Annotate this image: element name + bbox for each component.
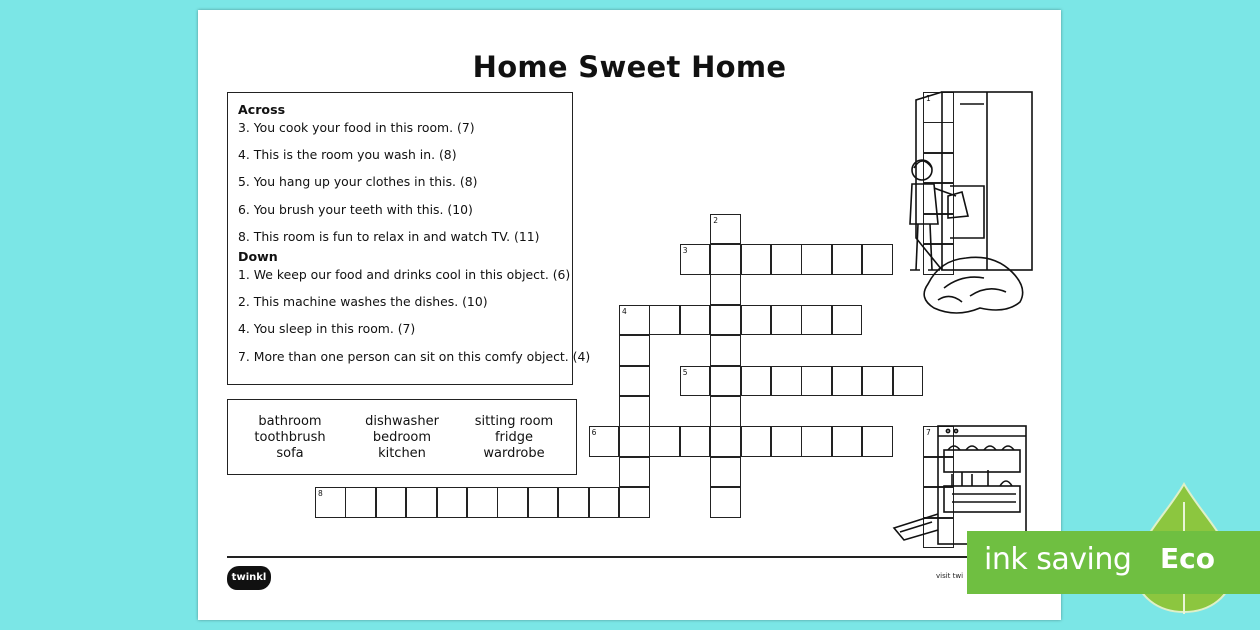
crossword-cell[interactable] — [619, 305, 650, 336]
word-bank-item: fridge — [494, 429, 534, 445]
crossword-cell[interactable] — [376, 487, 407, 518]
down-heading: Down — [238, 248, 278, 264]
crossword-cell[interactable] — [710, 305, 741, 336]
crossword-cell[interactable] — [862, 366, 893, 397]
across-heading: Across — [238, 102, 286, 117]
across-clue: 6. You brush your teeth with this. (10) — [238, 201, 473, 217]
crossword-cell[interactable] — [832, 366, 863, 397]
across-clue: 8. This room is fun to relax in and watch TV. (11) — [238, 228, 540, 244]
crossword-cell[interactable] — [619, 366, 650, 397]
crossword-cell[interactable] — [528, 487, 559, 518]
crossword-cell[interactable] — [801, 305, 832, 336]
clue-number: 2 — [713, 215, 718, 225]
footer-divider — [227, 556, 1032, 558]
crossword-cell[interactable] — [497, 487, 528, 518]
page-title: Home Sweet Home — [472, 50, 787, 84]
across-clue: 3. You cook your food in this room. (7) — [238, 120, 475, 135]
crossword-cell[interactable] — [710, 244, 741, 275]
eco-label: Eco — [1160, 542, 1215, 575]
clue-number: 7 — [926, 428, 931, 438]
crossword-cell[interactable] — [467, 487, 498, 518]
crossword-cell[interactable] — [589, 487, 620, 518]
ink-saving-label: ink saving — [984, 542, 1132, 577]
crossword-cell[interactable] — [315, 487, 346, 518]
crossword-cell[interactable] — [862, 426, 893, 457]
clue-number: 3 — [682, 246, 688, 255]
crossword-cell[interactable] — [862, 244, 893, 275]
crossword-cell[interactable] — [619, 426, 650, 457]
down-clue: 7. More than one person can sit on this comfy object. (4) — [238, 348, 591, 364]
crossword-cell[interactable] — [406, 487, 437, 518]
crossword-cell[interactable] — [710, 396, 741, 427]
word-bank-item: kitchen — [378, 445, 426, 461]
crossword-cell[interactable] — [619, 335, 650, 366]
crossword-cell[interactable] — [741, 244, 772, 275]
crossword-cell[interactable] — [437, 487, 468, 518]
clue-number: 8 — [318, 489, 323, 499]
crossword-cell[interactable] — [771, 244, 802, 275]
crossword-cell[interactable] — [710, 366, 741, 397]
crossword-cell[interactable] — [619, 396, 650, 427]
crossword-cell[interactable] — [741, 305, 772, 336]
down-clue: 4. You sleep in this room. (7) — [238, 321, 416, 337]
down-clue: 2. This machine washes the dishes. (10) — [238, 294, 488, 310]
clue-number: 1 — [926, 94, 931, 103]
crossword-cell[interactable] — [893, 366, 924, 397]
clue-number: 6 — [591, 428, 597, 438]
crossword-cell[interactable] — [649, 305, 680, 336]
crossword-cell[interactable] — [345, 487, 376, 518]
crossword-cell[interactable] — [801, 426, 832, 457]
crossword-cell[interactable] — [771, 305, 802, 336]
word-bank-item: sitting room — [474, 413, 554, 429]
crossword-cell[interactable] — [741, 426, 772, 457]
clue-number: 4 — [622, 306, 627, 316]
crossword-cell[interactable] — [832, 426, 863, 457]
crossword-cell[interactable] — [741, 366, 772, 397]
word-bank-item: sofa — [276, 445, 304, 461]
crossword-cell[interactable] — [649, 426, 680, 457]
crossword-cell[interactable] — [710, 335, 741, 366]
girl-wardrobe-illustration — [900, 88, 1040, 324]
crossword-cell[interactable] — [832, 244, 863, 275]
crossword-cell[interactable] — [558, 487, 589, 518]
word-bank-item: toothbrush — [254, 429, 326, 445]
word-bank-item: bedroom — [372, 429, 432, 445]
crossword-cell[interactable] — [771, 426, 802, 457]
down-clue: 1. We keep our food and drinks cool in this object. (6) — [238, 266, 571, 282]
twinkl-logo: twinkl — [227, 566, 271, 590]
crossword-cell[interactable] — [710, 214, 741, 245]
crossword-cell[interactable] — [771, 366, 802, 397]
crossword-cell[interactable] — [619, 457, 650, 488]
crossword-cell[interactable] — [680, 366, 711, 397]
across-clue: 4. This is the room you wash in. (8) — [238, 147, 457, 163]
crossword-cell[interactable] — [680, 426, 711, 457]
worksheet-page — [198, 10, 1061, 620]
crossword-cell[interactable] — [680, 305, 711, 336]
crossword-cell[interactable] — [619, 487, 650, 518]
crossword-cell[interactable] — [832, 305, 863, 336]
crossword-cell[interactable] — [801, 366, 832, 397]
clue-number: 5 — [682, 367, 688, 377]
crossword-cell[interactable] — [589, 426, 620, 457]
word-bank-item: bathroom — [258, 413, 322, 429]
ink-saving-badge — [967, 531, 1260, 594]
word-bank-item: dishwasher — [365, 413, 439, 429]
across-clue: 5. You hang up your clothes in this. (8) — [238, 174, 478, 190]
word-bank-item: wardrobe — [483, 445, 545, 461]
footer-visit-text: visit twi — [936, 572, 964, 580]
crossword-cell[interactable] — [710, 274, 741, 305]
crossword-cell[interactable] — [680, 244, 711, 275]
crossword-cell[interactable] — [710, 457, 741, 488]
crossword-cell[interactable] — [710, 426, 741, 457]
crossword-cell[interactable] — [801, 244, 832, 275]
crossword-cell[interactable] — [710, 487, 741, 518]
